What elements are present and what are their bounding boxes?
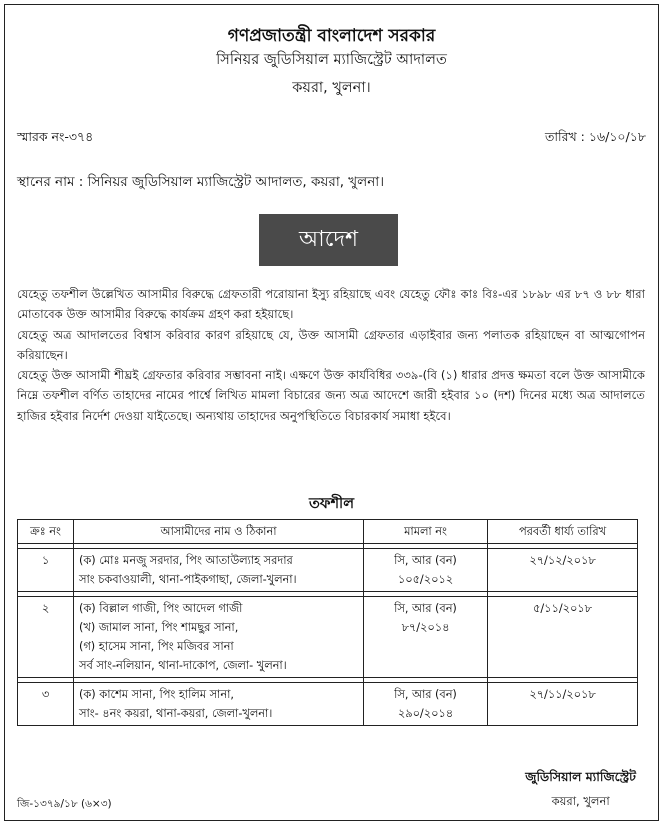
- case-type: সি, আর (বন): [394, 688, 457, 701]
- notice-date: তারিখ : ১৬/১০/১৮: [545, 129, 646, 144]
- order-paragraph: যেহেতু তফশীল উল্লেখিত আসামীর বিরুদ্ধে গ্রেফতারী পরোয়ানা ইস্যু রহিয়াছে এবং যেহেতু ফৌঃ কাঃ বিঃ-এর ১৮৯৮ এর ৮৭ ও ৮৮ ধারা মোতাবেক উক্ত আসামীর বিরুদ্ধে কার্যক্রম গ্রহণ করা হইয়াছে।: [17, 287, 645, 322]
- case-cell: [364, 597, 488, 678]
- serial-cell: ৩: [18, 683, 74, 726]
- accused-line: সর্ব সাং-নলিয়ান, থানা-দাকোপ, জেলা- খুলনা।: [79, 659, 287, 672]
- case-type: সি, আর (বন): [394, 554, 457, 567]
- schedule-title: তফশীল: [308, 496, 354, 512]
- col-header-serial: ক্রঃ নং: [18, 520, 74, 544]
- schedule-table: [17, 519, 638, 726]
- table-row: [18, 549, 638, 592]
- col-header-accused: আসামীদের নাম ও ঠিকানা: [74, 520, 364, 544]
- accused-line: (খ) জামাল সানা, পিং শামছুর সানা,: [79, 621, 239, 634]
- serial-cell: ২: [18, 597, 74, 678]
- memo-number: স্মারক নং-৩৭৪: [17, 129, 94, 144]
- government-title: গণপ্রজাতন্ত্রী বাংলাদেশ সরকার: [227, 26, 436, 46]
- footer-code: জি-১৩৭৯/১৮ (৬×৩): [17, 798, 112, 810]
- signature-block: [525, 769, 636, 812]
- accused-cell: [74, 597, 364, 678]
- accused-line: সাং- ৪নং কয়রা, থানা-কয়রা, জেলা-খুলনা।: [79, 707, 273, 720]
- case-cell: [364, 549, 488, 592]
- accused-line: (ক) কাশেম সানা, পিং হালিম সানা,: [79, 688, 234, 701]
- table-row: [18, 683, 638, 726]
- case-number: ৮৭/২০১৪: [401, 621, 450, 634]
- serial-cell: ১: [18, 549, 74, 592]
- notice-page: [4, 4, 659, 821]
- signatory-place: কয়রা, খুলনা: [551, 794, 610, 808]
- order-paragraph: যেহেতু অত্র আদালতের বিশ্বাস করিবার কারণ রহিয়াছে যে, উক্ত আসামী গ্রেফতার এড়াইবার জন্য পলাতক রহিয়াছেন বা আত্মগোপন করিয়াছেন।: [17, 327, 645, 362]
- signatory-title: জুডিসিয়াল ম্যাজিস্ট্রেট: [525, 769, 636, 784]
- case-cell: [364, 683, 488, 726]
- next-date-cell: ৫/১১/২০১৮: [488, 597, 638, 678]
- accused-cell: [74, 549, 364, 592]
- accused-line: (ক) বিল্লাল গাজী, পিং আদেল গাজী: [79, 602, 243, 615]
- col-header-case: মামলা নং: [364, 520, 488, 544]
- case-type: সি, আর (বন): [394, 602, 457, 615]
- accused-line: (ক) মোঃ মনজু সরদার, পিং আতাউল্যাহ সরদার: [79, 554, 293, 567]
- accused-line: (গ) হাসেম সানা, পিং মজিবর সানা: [79, 640, 234, 653]
- court-location: কয়রা, খুলনা।: [292, 80, 371, 96]
- accused-cell: [74, 683, 364, 726]
- case-number: ২৯০/২০১৪: [397, 707, 454, 720]
- next-date-cell: ২৭/১১/২০১৮: [488, 683, 638, 726]
- order-paragraph: যেহেতু উক্ত আসামী শীঘ্রই গ্রেফতার করিবার সম্ভাবনা নাই। এক্ষণে উক্ত কার্যবিধির ৩৩৯-(বি (১) ধারার প্রদত্ত ক্ষমতা বলে উক্ত আসামীকে নিম্নে তফশীল বর্ণিত তাহাদের নামের পার্শ্বে লিখিত মামলা বিচারের জন্য অত্র আদেশে জারী হইবার ১০ (দশ) দিনের মধ্যে অত্র আদালতে হাজির হইবার নির্দেশ দেওয়া যাইতেছে। অন্যথায় তাহাদের অনুপস্থিতিতে বিচারকার্য সমাধা হইবে।: [17, 368, 645, 423]
- col-header-next-date: পরবর্তী ধার্য্য তারিখ: [488, 520, 638, 544]
- table-row: [18, 597, 638, 678]
- order-title: আদেশ: [298, 226, 359, 252]
- next-date-cell: ২৭/১২/২০১৮: [488, 549, 638, 592]
- place-name: স্থানের নাম : সিনিয়র জুডিসিয়াল ম্যাজিস্ট্রেট আদালত, কয়রা, খুলনা।: [17, 174, 385, 190]
- order-body: [17, 284, 645, 426]
- order-title-box: [259, 214, 398, 266]
- court-name: সিনিয়র জুডিসিয়াল ম্যাজিস্ট্রেট আদালত: [216, 52, 447, 68]
- case-number: ১০৫/২০১২: [397, 573, 454, 586]
- accused-line: সাং চকবাওয়ালী, থানা-পাইকগাছা, জেলা-খুলনা।: [79, 573, 297, 586]
- schedule-header-row: [18, 520, 638, 544]
